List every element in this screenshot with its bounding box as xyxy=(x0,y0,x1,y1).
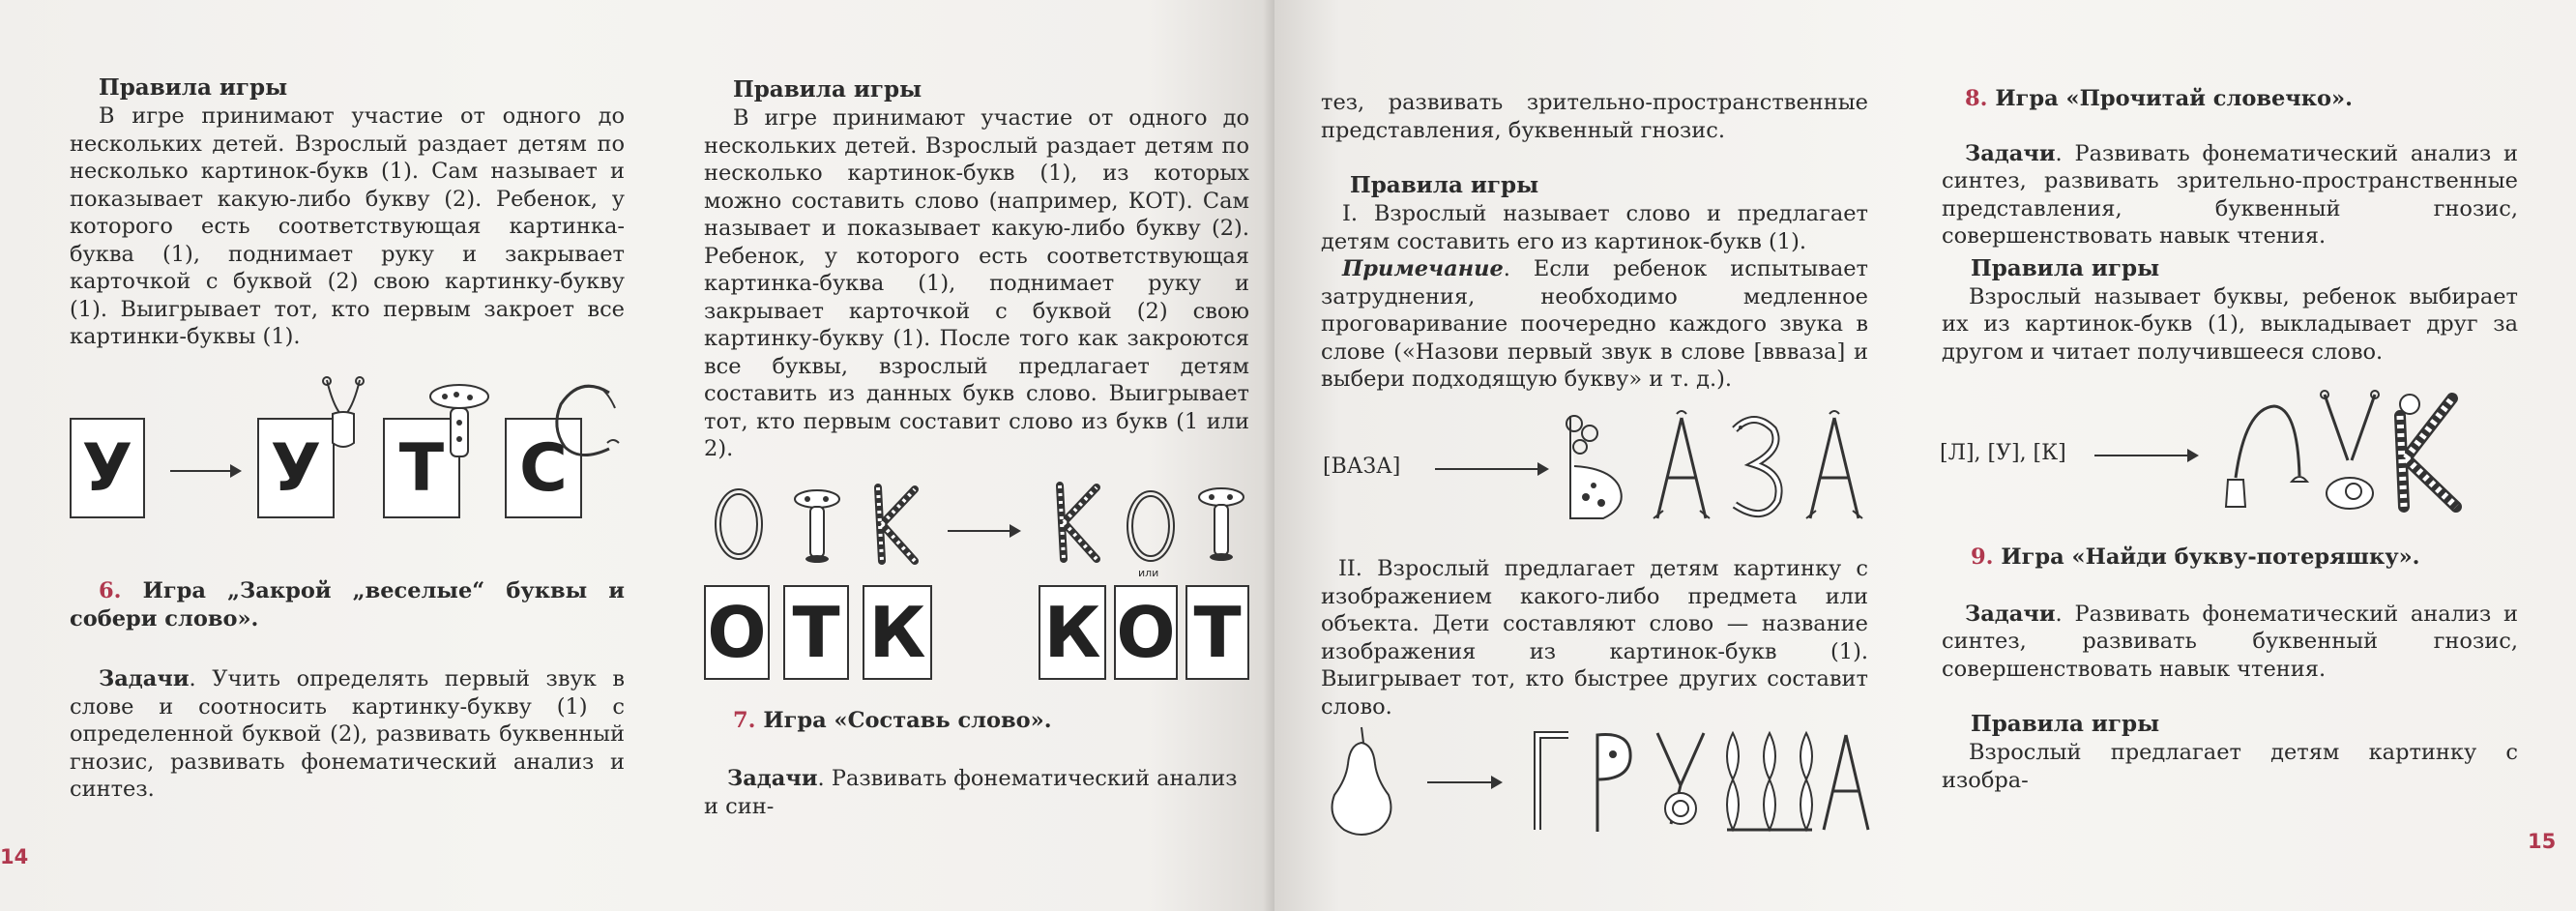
page-number: 14 xyxy=(0,845,29,868)
right-page xyxy=(1274,0,2576,911)
game-number: 7. xyxy=(733,708,756,733)
letter-card-u: У xyxy=(257,418,335,518)
tasks-text: . Развивать фонематический анализ и синтез, развивать буквенный гнозис, совершенствовать навык чтения. xyxy=(1942,601,2518,682)
arrow xyxy=(170,470,240,472)
rules-heading: Правила игры xyxy=(1971,254,2160,281)
letter-card-k: К xyxy=(863,585,932,680)
rules-text: В игре принимают участие от одного до нескольких детей. Взрослый раздает детям по несколько картинок-букв (1). Сам называет и показывает какую-либо букву (2). Ребенок, у которого есть соответствующая картинка-буква (1), поднимает руку и закрывает карточкой с буквой (2) свою картинку-букву (1). Выигрывает тот, кто первым закроет все картинки-буквы (1). xyxy=(70,103,625,349)
arrow xyxy=(948,530,1019,532)
left-column-2 xyxy=(704,75,1249,463)
snail-letter-u-icon xyxy=(1652,727,1710,836)
letter-card-k: К xyxy=(1039,585,1106,680)
umbrella-letter-s-icon xyxy=(551,379,621,460)
right-column-1 xyxy=(1321,89,1868,394)
letter-card-t: Т xyxy=(383,418,460,518)
clown-letter-t-icon xyxy=(425,379,493,464)
snail-letter-u-icon xyxy=(319,375,367,453)
clown-letter-t-icon xyxy=(791,487,843,563)
left-page xyxy=(0,0,1274,911)
flowers-letter-v-icon xyxy=(1561,410,1634,524)
letter-card-o: О xyxy=(1114,585,1178,680)
game-9-tasks xyxy=(1942,601,2518,684)
game-7-title xyxy=(704,707,1249,735)
game-number: 9. xyxy=(1971,544,1994,570)
tasks-label: Задачи xyxy=(99,666,190,691)
rules-heading: Правила игры xyxy=(1971,711,2160,737)
game-8-title xyxy=(1942,85,2518,113)
right-column-2 xyxy=(1942,85,2518,366)
game-number: 8. xyxy=(1965,86,1988,111)
game-title: Игра „Закрой „веселые“ буквы и собери слово». xyxy=(70,578,625,632)
scarecrow-letter-a-icon xyxy=(1648,410,1715,524)
page-number: 15 xyxy=(2528,830,2557,853)
tasks-label: Задачи xyxy=(1965,140,2056,166)
tasks-label: Задачи xyxy=(1965,601,2056,627)
game-6-tasks xyxy=(70,665,625,804)
letter-card-t: Т xyxy=(783,585,849,680)
ring-letter-o-icon xyxy=(1122,487,1180,565)
legs-letter-k-icon xyxy=(1050,482,1104,563)
game-title: Игра «Составь слово». xyxy=(763,708,1052,733)
legs-letter-k-icon xyxy=(868,484,922,565)
note-label: Примечание xyxy=(1342,256,1504,281)
pear-icon xyxy=(1325,723,1398,839)
letter-card-s: С xyxy=(505,418,582,518)
rule-2: II. Взрослый предлагает детям картинку с изображением какого-либо предмета или объекта. Дети составляют слово — название изображения из картинок-букв (1). Выигрывает тот, кто быстрее других составит слово. xyxy=(1321,556,1868,720)
right-column-1-part-2 xyxy=(1321,555,1868,720)
game-7-tasks xyxy=(704,765,1249,820)
arrow xyxy=(1427,781,1501,783)
right-column-2-part-2 xyxy=(1942,544,2518,794)
clown-letter-t-icon xyxy=(1195,485,1247,561)
game-title: Игра «Прочитай словечко». xyxy=(1995,86,2353,111)
tasks-text: . Развивать фонематический анализ и синтез, развивать зрительно-пространственные представления, буквенный гнозис, совершенствовать навык чтения. xyxy=(1942,140,2518,249)
or-label: или xyxy=(1138,567,1159,579)
rocket-letter-r-icon xyxy=(1584,727,1638,836)
rules-heading: Правила игры xyxy=(733,76,922,103)
tasks-label: Задачи xyxy=(727,766,818,791)
game-number: 6. xyxy=(99,578,122,603)
tree-letter-sh-icon xyxy=(1719,727,1820,836)
ring-letter-o-icon xyxy=(710,485,768,563)
game-6-title xyxy=(70,577,625,632)
rules-text: Взрослый предлагает детям картинку с изобра- xyxy=(1942,740,2518,793)
rules-heading: Правила игры xyxy=(99,74,288,101)
arrow xyxy=(2094,455,2197,456)
snail-letter-u-icon xyxy=(2315,387,2385,514)
word-label: [ВАЗА] xyxy=(1323,455,1401,479)
rules-text: Взрослый называет буквы, ребенок выбирает их из картинок-букв (1), выкладывает друг за другом и читает получившееся слово. xyxy=(1942,283,2518,365)
lamp-letter-l-icon xyxy=(2216,398,2313,514)
rules-text: В игре принимают участие от одного до нескольких детей. Взрослый раздает детям по несколько картинок-букв (1), из которых можно составить слово (например, КОТ). Сам называет и показывает какую-либо букву (2). Ребенок, у которого есть соответствующая картинка-буква (1), поднимает руку и закрывает карточкой с буквой (2) свою картинку-букву (1). После того как закроются все буквы, взрослый предлагает детям составить из данных букв слово. Выигрывает тот, кто первым составит слово из букв (1 или 2). xyxy=(704,105,1249,461)
letter-card-t: Т xyxy=(1186,585,1249,680)
letter-card-o: О xyxy=(704,585,770,680)
note xyxy=(1321,255,1868,394)
note-text: . Если ребенок испытывает затруднения, необходимо медленное проговаривание поочередно каждого звука в слове («Назови первый звук в слове [вввaза] и выбери подходящую букву» и т. д.). xyxy=(1321,256,1868,392)
tasks-text: . Развивать фонематический анализ и син- xyxy=(704,766,1238,819)
continued-text: тез, развивать зрительно-пространственные представления, буквенный гнозис. xyxy=(1321,90,1868,143)
arrow xyxy=(1435,468,1547,470)
clown-letter-k-icon xyxy=(2388,391,2464,514)
game-title: Игра «Найди букву-потеряшку». xyxy=(2001,544,2420,570)
rules-heading: Правила игры xyxy=(1350,172,1539,198)
letters-label: [Л], [У], [К] xyxy=(1940,441,2066,465)
rule-1: I. Взрослый называет слово и предлагает детям составить его из картинок-букв (1). xyxy=(1321,201,1868,254)
tasks-text: . Учить определять первый звук в слове и соотносить картинку-букву (1) с определенной буквой (2), развивать буквенный гнозис, развивать фонематический анализ и синтез. xyxy=(70,666,625,802)
scarecrow-letter-a-icon xyxy=(1816,727,1876,836)
scarecrow-letter-a-icon xyxy=(1800,410,1868,524)
hook-letter-g-icon xyxy=(1526,727,1574,836)
game-8-tasks xyxy=(1942,140,2518,250)
snake-letter-z-icon xyxy=(1725,410,1789,524)
letter-card-u: У xyxy=(70,418,145,518)
game-9-title xyxy=(1942,544,2518,572)
left-column-1 xyxy=(70,73,625,351)
